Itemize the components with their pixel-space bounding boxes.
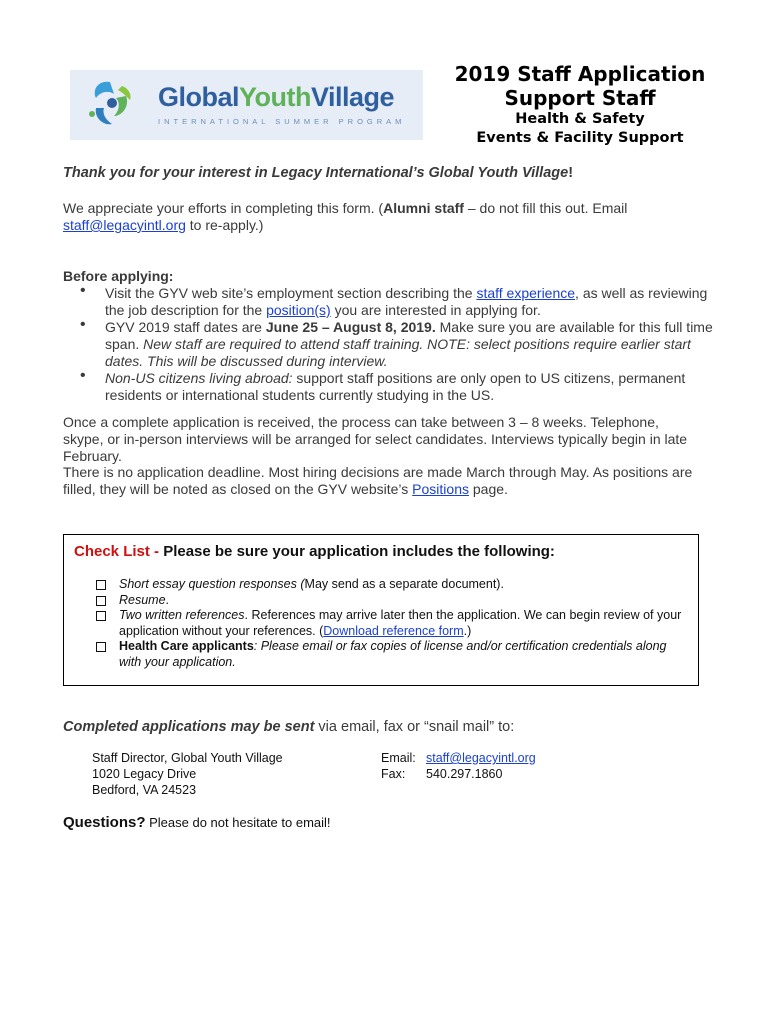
positions-page-link[interactable]: Positions — [412, 481, 469, 497]
intro-message: Thank you for your interest in Legacy International’s Global Youth Village — [63, 165, 569, 181]
send-paragraph — [63, 719, 703, 736]
checklist-heading-text: Please be sure your application includes the following: — [163, 543, 555, 560]
resume-label: Resume — [119, 592, 166, 607]
address-line-3: Bedford, VA 24523 — [92, 783, 197, 797]
intro-text — [63, 165, 703, 182]
deadline-text-1: There is no application deadline. Most hiring decisions are made March through May. As positions are filled, they will be noted as closed on the GYV website’s — [63, 464, 693, 497]
contact-info — [381, 750, 536, 782]
health-care-label: Health Care applicants — [119, 639, 254, 653]
staff-experience-link[interactable]: staff experience — [476, 285, 576, 301]
title-block — [445, 62, 715, 148]
page-title: 2019 Staff Application — [454, 62, 706, 86]
bullet1-text-2: , as well as reviewing the job description for the — [105, 285, 708, 318]
checklist-items — [96, 577, 691, 670]
references-note: . References may arrive later then the application. We can begin review of your application without your references. ( — [119, 608, 682, 638]
deadline-text-2: page. — [468, 481, 508, 497]
health-care-note: : Please email or fax copies of license and/or certification credentials along with your application. — [119, 639, 667, 669]
contact-email-link[interactable]: staff@legacyintl.org — [426, 751, 536, 765]
bullet1-text-1: Visit the GYV web site’s employment section describing the — [105, 285, 477, 301]
contact-fax-row — [381, 766, 536, 782]
checklist-item-health-care — [96, 639, 691, 670]
intro-exclamation: ! — [568, 165, 574, 181]
address-line-1: Staff Director, Global Youth Village — [92, 751, 283, 765]
role-events-facility: Events & Facility Support — [476, 130, 684, 146]
logo-swirl-icon — [70, 70, 150, 140]
process-paragraph: Once a complete application is received, the process can take between 3 – 8 weeks. Telephone, skype, or in-person interviews will be arranged for select candidates. Interviews typically begin in late February. — [63, 414, 688, 464]
bullet1-text-3: you are interested in applying for. — [330, 302, 541, 318]
contact-email-row — [381, 750, 536, 766]
deadline-paragraph — [63, 464, 703, 498]
appreciate-text-2: – do not fill this out. Email — [463, 200, 628, 216]
checklist-box — [63, 534, 699, 686]
appreciate-text-3: to re-apply.) — [185, 217, 264, 233]
role-health-safety: Health & Safety — [515, 111, 645, 127]
checklist-item-resume — [96, 593, 691, 609]
checkbox-icon[interactable] — [96, 596, 106, 606]
staff-dates: June 25 – August 8, 2019. — [265, 319, 436, 335]
list-item — [63, 367, 713, 404]
bullet2-text-2: Make sure you are available for this full time span. — [105, 319, 713, 352]
logo-word-youth: Youth — [239, 82, 311, 112]
checkbox-icon[interactable] — [96, 580, 106, 590]
before-applying-heading: Before applying: — [63, 268, 174, 284]
send-label: Completed applications may be sent — [63, 719, 315, 735]
bullet-icon: • — [80, 282, 86, 299]
checklist-item-essay — [96, 577, 691, 593]
appreciate-paragraph — [63, 200, 703, 234]
fax-number: 540.297.1860 — [426, 767, 503, 781]
page-subtitle: Support Staff — [504, 86, 656, 110]
global-youth-village-logo — [70, 70, 423, 140]
questions-line — [63, 814, 703, 831]
positions-link[interactable]: position(s) — [266, 302, 331, 318]
address-line-2: 1020 Legacy Drive — [92, 767, 197, 781]
bullet-icon: • — [80, 367, 86, 384]
essay-note: May send as a separate document). — [304, 577, 504, 591]
questions-label: Questions? — [63, 814, 146, 831]
resume-period: . — [165, 592, 170, 607]
essay-label: Short essay question responses ( — [119, 577, 305, 591]
logo-subtitle: INTERNATIONAL SUMMER PROGRAM — [158, 117, 406, 126]
list-item — [63, 282, 713, 319]
fax-label: Fax: — [381, 767, 406, 781]
checkbox-icon[interactable] — [96, 611, 106, 621]
appreciate-text-1: We appreciate your efforts in completing this form. ( — [63, 200, 384, 216]
checklist-label: Check List - — [74, 543, 164, 560]
email-label: Email: — [381, 751, 416, 765]
logo-word-global: Global — [158, 82, 240, 112]
references-end: .) — [463, 623, 472, 638]
logo-word-village: Village — [311, 82, 395, 112]
reapply-email-link[interactable]: staff@legacyintl.org — [63, 217, 186, 233]
bullet-icon: • — [80, 316, 86, 333]
logo-wordmark — [158, 82, 394, 113]
checklist-item-references — [96, 608, 691, 639]
checkbox-icon[interactable] — [96, 642, 106, 652]
references-label: Two written references — [119, 608, 245, 622]
non-us-label: Non-US citizens living abroad: — [105, 370, 293, 386]
bullet2-text-1: GYV 2019 staff dates are — [105, 319, 266, 335]
mailing-address — [92, 750, 283, 798]
list-item — [63, 316, 713, 370]
questions-text: Please do not hesitate to email! — [145, 815, 331, 830]
alumni-staff-label: Alumni staff — [383, 200, 464, 216]
training-note: New staff are required to attend staff training. NOTE: select positions require earlier start dates. This will be discussed during interview. — [105, 336, 691, 369]
before-applying-list — [63, 282, 713, 404]
send-text: via email, fax or “snail mail” to: — [314, 719, 515, 735]
bullet3-text: support staff positions are only open to US citizens, permanent residents or international students currently studying in the US. — [105, 370, 686, 403]
checklist-heading — [74, 543, 555, 560]
download-reference-form-link[interactable]: Download reference form — [323, 623, 464, 638]
